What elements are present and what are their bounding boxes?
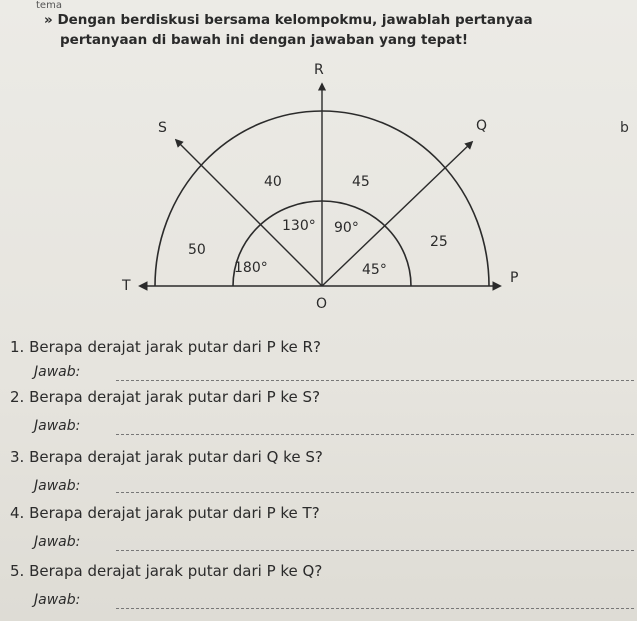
instruction-line-1: Dengan berdiskusi bersama kelompokmu, jawablah pertanyaa <box>57 12 533 28</box>
question-5: 5. Berapa derajat jarak putar dari P ke Q? <box>10 562 323 580</box>
answer-label-1: Jawab: <box>34 364 81 380</box>
question-4: 4. Berapa derajat jarak putar dari P ke T? <box>10 504 320 522</box>
answer-line-2[interactable] <box>116 434 634 435</box>
angle-diagram <box>100 54 540 314</box>
answer-label-4: Jawab: <box>34 534 81 550</box>
outer-angle-45: 45 <box>352 174 370 190</box>
answer-label-3: Jawab: <box>34 478 81 494</box>
answer-label-2: Jawab: <box>34 418 81 434</box>
question-1: 1. Berapa derajat jarak putar dari P ke R? <box>10 338 321 356</box>
header-scrap: tema <box>36 0 62 8</box>
instruction-line-2: pertanyaan di bawah ini dengan jawaban yang tepat! <box>60 32 468 48</box>
outer-angle-40: 40 <box>264 174 282 190</box>
outer-angle-25: 25 <box>430 234 448 250</box>
answer-line-1[interactable] <box>116 380 634 381</box>
instruction-marker: » <box>44 12 53 28</box>
side-margin-text: b <box>620 120 629 136</box>
answer-line-4[interactable] <box>116 550 634 551</box>
inner-angle-130: 130° <box>282 218 316 234</box>
question-2: 2. Berapa derajat jarak putar dari P ke S? <box>10 388 321 406</box>
label-p: P <box>510 270 519 286</box>
inner-angle-45: 45° <box>362 262 387 278</box>
label-o: O <box>316 296 328 312</box>
question-3: 3. Berapa derajat jarak putar dari Q ke S? <box>10 448 323 466</box>
label-q: Q <box>476 118 488 134</box>
answer-line-3[interactable] <box>116 492 634 493</box>
instruction-text <box>44 10 634 50</box>
inner-angle-90: 90° <box>334 220 359 236</box>
answer-line-5[interactable] <box>116 608 634 609</box>
label-r: R <box>314 62 324 78</box>
label-s: S <box>158 120 167 136</box>
inner-angle-180: 180° <box>234 260 268 276</box>
answer-label-5: Jawab: <box>34 592 81 608</box>
label-t: T <box>122 278 131 294</box>
ray-oq <box>322 142 472 286</box>
outer-angle-50: 50 <box>188 242 206 258</box>
